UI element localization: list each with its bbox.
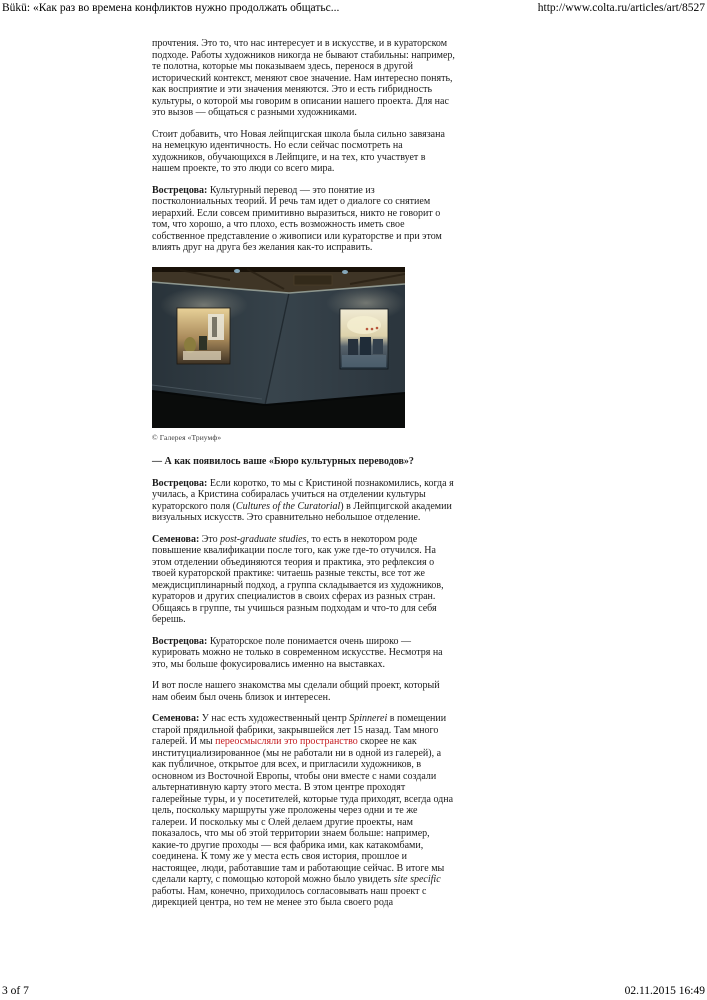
right-painting bbox=[340, 309, 388, 369]
left-painting bbox=[177, 308, 230, 364]
text-segment: работы. Нам, конечно, приходилось согласовывать наш проект с дирекцией центра, но тем не менее это была своего рода bbox=[152, 885, 427, 908]
text-segment: Семенова: bbox=[152, 533, 200, 545]
article-paragraph bbox=[152, 534, 455, 626]
text-segment: И вот после нашего знакомства мы сделали общий проект, который нам обеим был очень близок и интересен. bbox=[152, 680, 440, 703]
text-segment: site specific bbox=[393, 874, 441, 885]
print-timestamp: 02.11.2015 16:49 bbox=[624, 985, 705, 997]
interview-question: — А как появилось ваше «Бюро культурных переводов»? bbox=[152, 456, 414, 467]
text-segment: Это bbox=[199, 533, 221, 545]
page-indicator: 3 of 7 bbox=[2, 985, 29, 997]
article-figure bbox=[152, 267, 455, 444]
text-segment: прочтения. Это то, что нас интересует и в искусстве, и в кураторском подходе. Работы художников никогда не бывают стабильны: например, те полотна, которые мы показываем здесь, перенося в другой исторический контекст, меняют свое значение. Нам интересно понять, как восприятие и эти значения меняются. Это и есть гибридность культуры, о которой мы говорим в описании нашего проекта. Для нас это вызов — общаться с разными художниками. bbox=[152, 38, 455, 118]
paragraphs-before-image bbox=[152, 38, 455, 254]
text-segment: post-graduate studies bbox=[220, 533, 307, 545]
text-segment: Вострецова: bbox=[152, 184, 208, 196]
text-segment: У нас есть художественный центр bbox=[199, 713, 350, 724]
article-body bbox=[152, 38, 455, 919]
text-segment: скорее не как институциализированное (мы не работали ни в одной из галерей), а как публичное, открытое для всех, и пригласили художников, в основном из Восточной Европы, чтобы они вместе с нами создали альтернативную карту этого места. В этом центре проходят галерейные туры, и у посетителей, которые туда приходят, всегда одна цель, поскольку маршруты уже проложены через одни и те же галереи. И поскольку мы с Олей делаем другие проекты, нам показалось, что мы об этой территории знаем больше: например, какие-то другие проходы — вся фабрика ими, как катакомбами, соединена. К тому же у места есть своя история, прошлое и настоящее, люди, работавшие там и работающие сейчас. В итоге мы сделали карту, с помощью которой можно было увидеть bbox=[152, 736, 454, 885]
article-paragraph bbox=[152, 38, 455, 119]
gallery-photo bbox=[152, 267, 405, 428]
inline-link[interactable]: переосмысляли это пространство bbox=[215, 736, 358, 747]
text-segment: Cultures of the Curatorial bbox=[235, 500, 341, 512]
text-segment: Стоит добавить, что Новая лейпцигская школа была сильно завязана на немецкую идентичность. Но если сейчас посмотреть на художников, обучающихся в Лейпциге, и на тех, кто участвует в нашем проекте, то это люди со всего мира. bbox=[152, 128, 445, 174]
ceiling-light bbox=[234, 269, 240, 273]
print-footer bbox=[2, 985, 705, 997]
text-segment: Семенова: bbox=[152, 713, 200, 724]
article-paragraph bbox=[152, 636, 455, 671]
paragraphs-after-image bbox=[152, 478, 455, 909]
text-segment: Культурный перевод — это понятие из постколониальных теорий. И речь там идет о диалоге со снятием иерархий. Если совсем примитивно выразиться, никто не говорит о том, что хорошо, а что плохо, есть возможность иметь свое собственное представление о живописи или кураторстве и при этом влиять друг на друга без желания как-то исправить. bbox=[152, 184, 442, 253]
text-segment: Spinnerei bbox=[349, 713, 388, 724]
text-segment: Вострецова: bbox=[152, 635, 208, 647]
text-segment: Кураторское поле понимается очень широко — курировать можно не только в современном искусстве. Несмотря на это, мы больше фокусировались именно на выставках. bbox=[152, 635, 443, 670]
text-segment: Если коротко, то мы с Кристиной познакомились, когда я училась, а Кристина собиралась учиться на отделении культуры кураторского поля ( bbox=[152, 477, 454, 512]
article-paragraph bbox=[152, 680, 455, 703]
article-paragraph bbox=[152, 129, 455, 175]
text-segment: , то есть в некотором роде повышение квалификации после того, как уже где-то отучился. На этом отделении объединяются теория и практика, это рефлексия о твоей кураторской практике: читаешь разные тексты, все тот же междисциплинарный подход, а группа складывается из художников, кураторов и других специалистов в своих сферах из разных стран. Общаясь в группе, ты учишься разным подходам и что-то для себя берешь. bbox=[152, 533, 444, 625]
text-segment: Вострецова: bbox=[152, 477, 208, 489]
text-segment: ) в Лейпцигской академии визуальных искусств. Это сравнительно небольшое отделение. bbox=[152, 500, 452, 523]
ceiling-panel bbox=[294, 275, 332, 285]
ceiling-light bbox=[342, 270, 348, 274]
article-paragraph bbox=[152, 185, 455, 254]
print-header bbox=[2, 2, 705, 14]
document-url: http://www.colta.ru/articles/art/8527 bbox=[537, 2, 705, 14]
photo-caption: © Галерея «Триумф» bbox=[152, 432, 222, 442]
article-paragraph bbox=[152, 713, 455, 909]
document-title: Bükü: «Как раз во времена конфликтов нужно продолжать общатьс... bbox=[2, 2, 340, 14]
article-paragraph bbox=[152, 478, 455, 524]
text-segment: в помещении старой прядильной фабрики, закрывшейся лет 15 назад. Там много галерей. И мы bbox=[152, 713, 447, 747]
